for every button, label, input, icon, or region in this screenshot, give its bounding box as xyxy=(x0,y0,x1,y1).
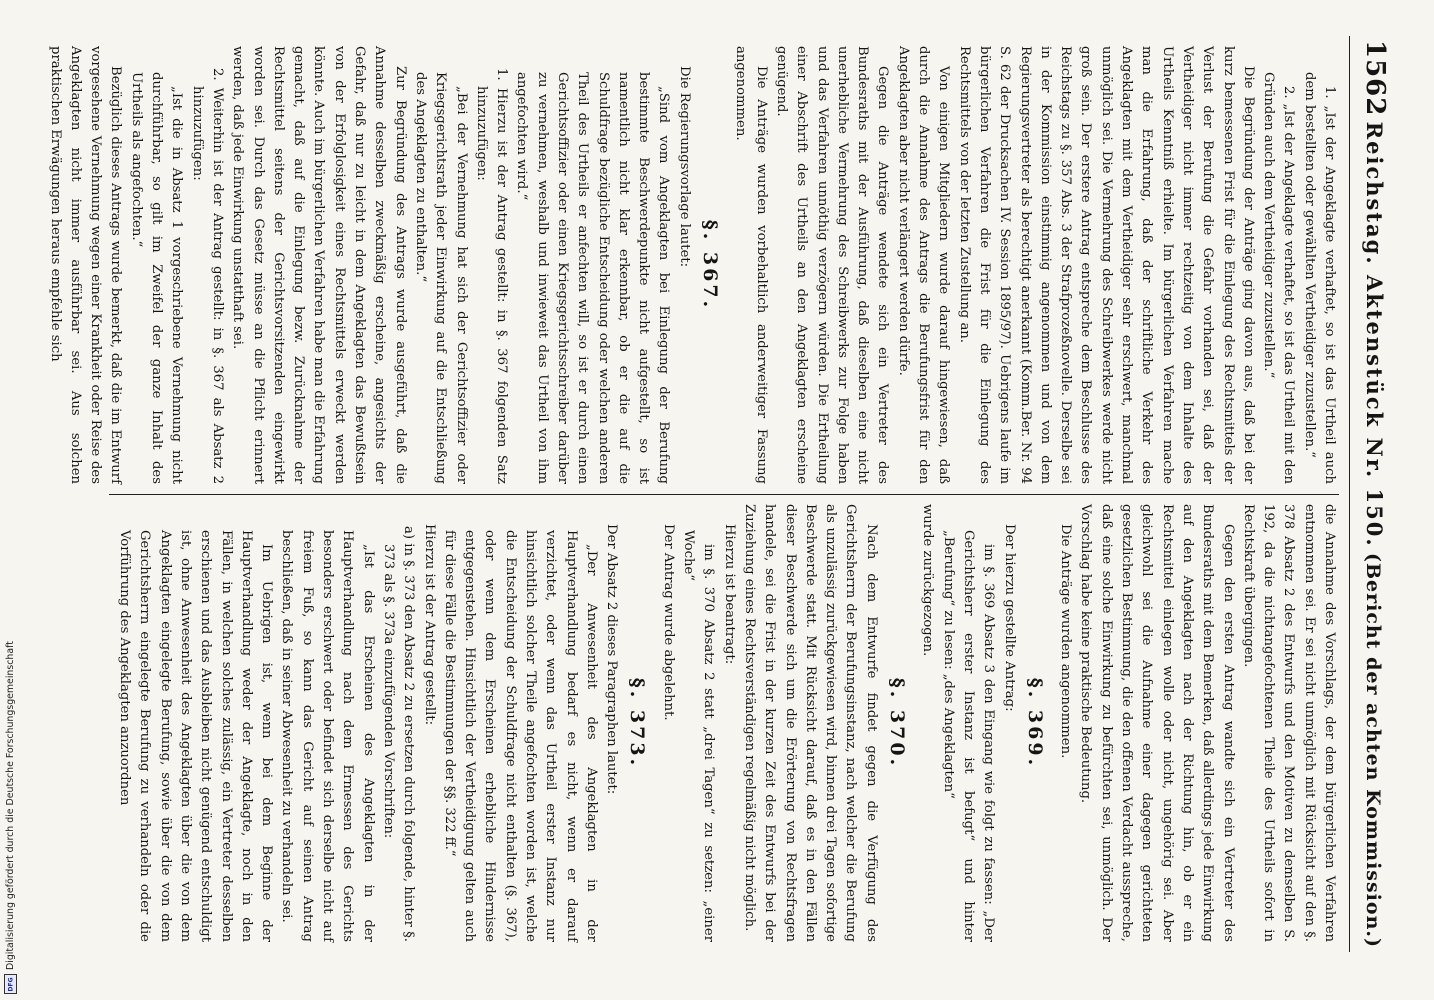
right-column xyxy=(109,494,1339,952)
paragraph: Von einigen Mitgliedern wurde darauf hingewiesen, daß durch die Annahme des Antrags die Berufungsfrist für den Angeklagten aber nicht verlängert werden dürfe. xyxy=(895,46,952,484)
paragraph: Hierzu ist der Antrag gestellt: xyxy=(421,524,437,726)
paragraph: Der hierzu gestellte Antrag: xyxy=(1001,524,1017,712)
quoted-paragraph: „Bei der Vernehmung hat sich der Gerichtsoffizier oder Kriegsgerichtsrath jeder Einwirkung auf die Entschließung des Angeklagten zu enthalten.“ xyxy=(412,72,469,484)
section-heading: §. 369. xyxy=(1023,677,1046,769)
quoted-paragraph: „Ist das Erscheinen des Angeklagten in der Hauptverhandlung nach dem Ermessen des Gerichts besonders erschwert oder befindet sich derselbe nicht auf freiem Fuß, so kann das Gericht auf seinen Antrag beschließen, daß in seiner Abwesenheit zu verhandeln sei. xyxy=(279,530,376,942)
section-heading: §. 373. xyxy=(626,677,649,769)
paragraph: die Annahme des Vorschlags, der dem bürgerlichen Verfahren entnommen sei. Er sei nicht unmöglich mit Rücksicht auf den §. 378 Absatz 2 des Entwurfs und den Motiven zu demselben S. 192, da die nichtangefochtenen Theile des Urtheils sofort in Rechtskraft übergingen. xyxy=(1240,504,1337,942)
paragraph: Die Regierungsvorlage lautet: xyxy=(676,66,692,268)
quoted-paragraph: 2. „Ist der Angeklagte verhaftet, so ist das Urtheil mit den Gründen auch dem Vertheidiger zuzustellen.“ xyxy=(1261,72,1297,484)
paragraph: Die Begründung der Anträge ging davon aus, daß bei der kurz bemessenen Frist für die Einlegung des Rechtsmittels der Verlust der Berufung die Gefahr vorhanden sei, daß der Vertheidiger nicht immer rechtzeitig von dem Inhalte des Urtheils Kenntniß erhielte. Im bürgerlichen Verfahren mache man die Erfahrung, daß der schriftliche Verkehr des Angeklagten mit dem Vertheidiger sehr erschwert, manchmal unmöglich sei. Die Vermehrung des Schreibwerkes werde nicht groß sein. Der erstere Antrag entspreche dem Beschlusse des Reichstags zu §. 357 Abs. 3 der Strafprozeßnovelle. Derselbe sei in der Kommission einstimmig angenommen und von dem Regierungsvertreter als berechtigt anerkannt (Komm.Ber. Nr. 94 S. 62 der Drucksachen IV. Session 1895/97). Uebrigens laufe im bürgerlichen Verfahren die Frist für die Einlegung des Rechtsmittels von der letzten Zustellung an. xyxy=(956,46,1256,484)
quoted-paragraph: im §. 370 Absatz 2 statt „drei Tagen“ zu setzen: „einer Woche“ xyxy=(681,530,717,942)
paragraph: Die Anträge wurden angenommen. xyxy=(1058,524,1074,759)
dfg-logo xyxy=(4,974,17,994)
quoted-paragraph: a) in §. 373 den Absatz 2 zu ersetzen durch folgende, hinter §. 373 als §. 373a einzufügenden Vorschriften: xyxy=(380,526,417,942)
paragraph: Zur Begründung des Antrags wurde ausgeführt, daß die Annahme desselben zweckmäßig erscheine, angesichts der Gefahr, daß nur zu leicht in dem Angeklagten das Bewußtsein von der Erfolglosigkeit eines Rechtsmittels erweckt werden könnte. Auch im bürgerlichen Verfahren habe man die Erfahrung gemacht, daß auf die Einlegung bezw. Zurücknahme der Rechtsmittel seitens der Gerichtsvorsitzenden eingewirkt worden sei. Durch das Gesetz müsse an die Pflicht erinnert werden, daß jede Einwirkung unstatthaft sei. xyxy=(230,46,408,484)
page-number: 1562 xyxy=(1360,40,1390,117)
digitization-note-text: Digitalisierung gefördert durch die Deutsche Forschungsgemeinschaft xyxy=(5,641,16,970)
quoted-paragraph: Im Uebrigen ist, wenn bei dem Beginne der Hauptverhandlung weder der Angeklagte, noch in den Fällen, in welchen solches zulässig, ein Vertreter desselben erschienen und das Ausbleiben nicht genügend entschuldigt ist, ohne Anwesenheit des Angeklagten über die von dem Angeklagten eingelegte Berufung, sowie über die von dem Gerichtsherrn eingelegte Berufung zu verhandeln oder die Vorführung des Angeklagten anzuordnen xyxy=(117,530,275,942)
section-heading: §. 370. xyxy=(886,677,909,769)
paragraph: Der Antrag wurde abgelehnt. xyxy=(660,524,676,721)
paragraph: Gegen die Anträge wendete sich ein Vertreter des Bundesraths mit der Ausführung, daß dieselben eine nicht unerhebliche Vermehrung des Schreibwerks zur Folge haben und das Verfahren unnöthig verzögern würden. Die Ertheilung einer Abschrift des Urtheils an den Angeklagten erscheine genügend. xyxy=(773,46,891,484)
left-column xyxy=(47,36,1339,494)
digitization-note xyxy=(0,0,18,1000)
quoted-paragraph: 1. „Ist der Angeklagte verhaftet, so ist das Urtheil auch dem bestellten oder gewählten Vertheidiger zuzustellen.“ xyxy=(1301,72,1337,484)
paragraph: Bezüglich dieses Antrags wurde bemerkt, daß die im Entwurf vorgesehene Vernehmung wegen einer Krankheit oder Reise des Angeklagten nicht immer ausführbar sei. Aus solchen praktischen Erwägungen heraus empfehle sich xyxy=(47,46,124,484)
page-subtitle: (Bericht der achten Kommission.) xyxy=(1362,552,1384,948)
quoted-paragraph: „Der Anwesenheit des Angeklagten in der Hauptverhandlung bedarf es nicht, wenn er darauf verzichtet, oder wenn das Urtheil erster Instanz nur hinsichtlich solcher Theile angefochten worden ist, welche die Entscheidung der Schuldfrage nicht enthalten (§. 367), oder wenn dem Erscheinen erhebliche Hindernisse entgegenstehen. Hinsichtlich der Vertheidigung gelten auch für diese Fälle die Bestimmungen der §§. 322 ff.“ xyxy=(441,530,599,942)
text-columns xyxy=(47,36,1339,952)
quoted-paragraph: „Ist die in Absatz 1 vorgeschriebene Vernehmung nicht durchführbar, so gilt im Zweifel der ganze Inhalt des Urtheils als angefochten.“ xyxy=(128,72,185,484)
paragraph: Der Absatz 2 dieses Paragraphen lautet: xyxy=(604,524,620,795)
page-header xyxy=(1349,36,1390,952)
quoted-paragraph: „Sind vom Angeklagten bei Einlegung der Berufung bestimmte Beschwerdepunkte nicht aufgestellt, so ist namentlich nicht klar erkennbar, ob er die auf die Schuldfrage bezügliche Entscheidung oder welchen anderen Theil des Urtheils er anfechten will, so ist er durch einen Gerichtsoffizier oder einen Kriegsgerichtsschreiber darüber zu vernehmen, weshalb und inwieweit das Urtheil von ihm angefochten wird.“ xyxy=(514,72,672,484)
paragraph: Hierzu ist beantragt: xyxy=(721,524,737,665)
column-divider xyxy=(109,494,1339,495)
quoted-paragraph: 1. Hierzu ist der Antrag gestellt: in §. 367 folgenden Satz hinzuzufügen: xyxy=(473,68,510,484)
page-title: Reichstag. Aktenstück Nr. 150. xyxy=(1362,121,1387,548)
paragraph: Nach dem Entwurfe findet gegen die Verfügung des Gerichtsherrn der Berufungsinstanz, nach welcher die Berufung als unzulässig zurückgewiesen wird, binnen drei Tagen sofortige Beschwerde statt. Mit Rücksicht darauf, daß es in den Fällen dieser Beschwerde sich um die Erörterung von Rechtsfragen handele, sei die Frist in der kurzen Zeit des Entwurfs bei der Zuziehung eines Rechtsverständigen regelmäßig nicht möglich. xyxy=(741,504,879,942)
dfg-logo-text: DFG xyxy=(7,976,15,992)
quoted-paragraph: 2. Weiterhin ist der Antrag gestellt: in §. 367 als Absatz 2 hinzuzufügen: xyxy=(189,68,225,484)
quoted-paragraph: im §. 369 Absatz 3 den Eingang wie folgt zu fassen: „Der Gerichtsherr erster Instanz ist befugt“ und hinter „Berufung“ zu lesen: „des Angeklagten“ xyxy=(940,530,997,942)
section-heading: §. 367. xyxy=(699,219,722,311)
paragraph: wurde zurückgezogen. xyxy=(920,504,936,657)
paragraph: Die Anträge wurden vorbehaltlich anderweitiger Fassung angenommen. xyxy=(733,46,769,484)
paragraph: Gegen den ersten Antrag wandte sich ein Vertreter des Bundesraths mit dem Bemerken, daß allerdings jede Einwirkung auf den Angeklagten nach der Richtung hin, ob er ein Rechtsmittel einlegen wolle oder nicht, ungehörig sei. Aber gleichwohl sei die Aufnahme einer dagegen gerichteten gesetzlichen Bestimmung, die den offenen Verdacht ausspreche, daß eine solche Einwirkung zu befürchten sei, unmöglich. Der Vorschlag habe keine praktische Bedeutung. xyxy=(1078,504,1236,942)
